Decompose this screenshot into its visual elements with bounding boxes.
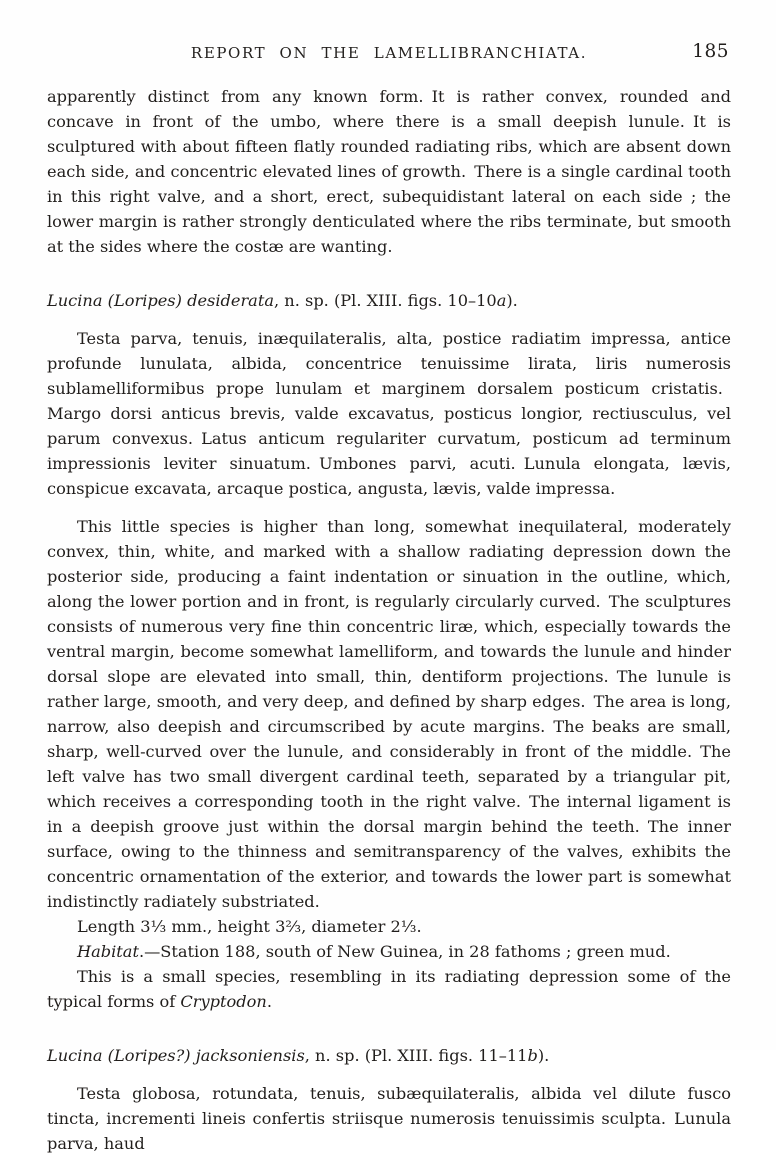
remarks-paragraph: [47, 964, 731, 1014]
text-run: Testa parva, tenuis, inæquilateralis, alta, postice radiatim impressa, antice profunde lunulata, albida, concentrice tenuissime lirata, liris numerosis sublamelliformibus prope lunulam et marginem dorsalem posticum cristatis. Margo dorsi anticus brevis, valde excavatus, posticus longior, rectiusculus, vel parum convexus. Latus anticum regulariter curvatum, posticum ad terminum impressionis leviter sinuatum. Umbones parvi, acuti. Lunula elongata, lævis, conspicue excavata, arcaque postica, angusta, lævis, valde impressa.: [47, 329, 731, 498]
text-run: This is a small species, resembling in its radiating depression some of the typical forms of: [47, 967, 731, 1011]
measurements-line: [47, 914, 731, 939]
italic-text-run: Lucina (Loripes?) jacksoniensis: [47, 1046, 305, 1065]
text-run: Testa globosa, rotundata, tenuis, subæquilateralis, albida vel dilute fusco tincta, incrementi lineis confertis striisque numerosis tenuissimis sculpta. Lunula parva, haud: [47, 1084, 731, 1153]
text-run: , n. sp. (Pl. XIII. figs. 11–11: [304, 1046, 528, 1065]
page-number: 185: [692, 41, 729, 62]
text-run: .: [266, 992, 272, 1011]
text-run: , n. sp. (Pl. XIII. figs. 10–10: [274, 291, 497, 310]
text-run: apparently distinct from any known form. It is rather convex, rounded and concave in front of the umbo, where there is a small deepish lunule. It is sculptured with about fifteen flatly rounded radiating ribs, which are absent down each side, and concentric elevated lines of growth. There is a single cardinal tooth in this right valve, and a short, erect, subequidistant lateral on each side ; the lower margin is rather strongly denticulated where the ribs terminate, but smooth at the sides where the costæ are wanting.: [47, 87, 731, 256]
species-heading-desiderata: [47, 288, 731, 313]
text-run: This little species is higher than long, somewhat inequilateral, moderately convex, thin, white, and marked with a shallow radiating depression down the posterior side, producing a faint indentation or sinuation in the outline, which, along the lower portion and in front, is regularly circularly curved. The sculptures consists of numerous very fine thin concentric liræ, which, especially towards the ventral margin, become somewhat lamelliform, and towards the lunule and hinder dorsal slope are elevated into small, thin, dentiform projections. The lunule is rather large, smooth, and very deep, and defined by sharp edges. The area is long, narrow, also deepish and circumscribed by acute margins. The beaks are small, sharp, well-curved over the lunule, and considerably in front of the middle. The left valve has two small divergent cardinal teeth, separated by a triangular pit, which receives a corresponding tooth in the right valve. The internal ligament is in a deepish groove just within the dorsal margin behind the teeth. The inner surface, owing to the thinness and semitransparency of the valves, exhibits the concentric ornamentation of the exterior, and towards the lower part is somewhat indistinctly radiately substriated.: [47, 517, 731, 911]
italic-text-run: Cryptodon: [180, 992, 267, 1011]
italic-text-run: Lucina (Loripes) desiderata: [47, 291, 274, 310]
text-run: .—Station 188, south of New Guinea, in 28 fathoms ; green mud.: [138, 942, 671, 961]
english-description-desiderata: [47, 514, 731, 914]
italic-text-run: a: [496, 291, 507, 310]
page-header: [47, 41, 731, 66]
text-run: Length 3⅓ mm., height 3⅔, diameter 2⅓.: [77, 917, 422, 936]
habitat-line: [47, 939, 731, 964]
page-body: [47, 84, 731, 1156]
italic-text-run: Habitat: [77, 942, 139, 961]
species-heading-jacksoniensis: [47, 1043, 731, 1068]
text-run: ).: [537, 1046, 550, 1065]
latin-diagnosis-jacksoniensis: [47, 1081, 731, 1156]
paragraph-continuation-previous-page: [47, 84, 731, 259]
running-title: REPORT ON THE LAMELLIBRANCHIATA.: [190, 44, 588, 62]
italic-text-run: b: [527, 1046, 538, 1065]
latin-diagnosis-desiderata: [47, 326, 731, 501]
text-run: ).: [506, 291, 518, 310]
